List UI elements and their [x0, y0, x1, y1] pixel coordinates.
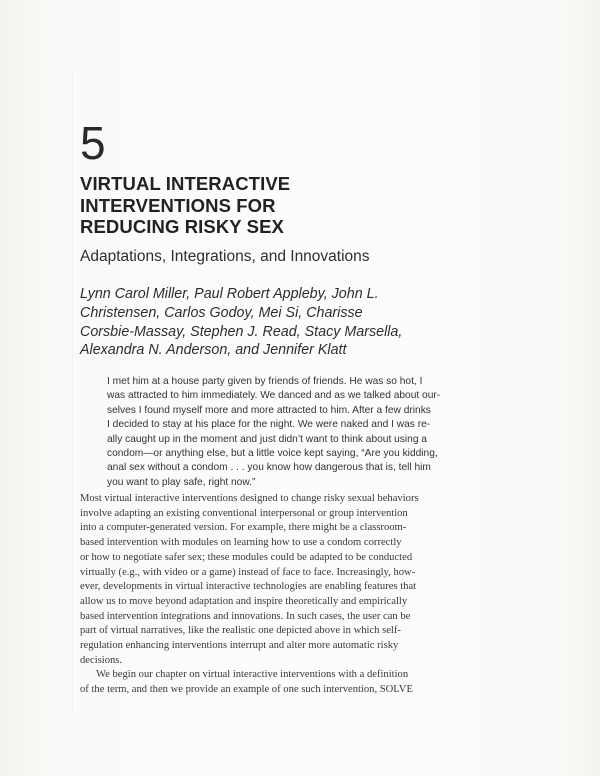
body-line: virtually (e.g., with video or a game) instead of face to face. Increasingly, how- — [80, 566, 416, 578]
epigraph-line: I decided to stay at his place for the night. We were naked and I was re- — [107, 419, 431, 431]
author-list — [80, 285, 420, 360]
epigraph-line: I met him at a house party given by friends of friends. He was so hot, I — [107, 376, 423, 387]
body-line: ever, developments in virtual interactive technologies are enabling features that — [80, 581, 417, 593]
epigraph-line: selves I found myself more and more attracted to him. After a few drinks — [107, 404, 431, 416]
body-line: We begin our chapter on virtual interactive interventions with a definition — [96, 669, 409, 681]
body-line: allow us to move beyond adaptation and inspire theoretically and empirically — [80, 595, 408, 607]
body-paragraph — [80, 668, 524, 697]
chapter-number: 5 — [80, 117, 106, 169]
author-line: Alexandra N. Anderson, and Jennifer Klatt — [80, 342, 347, 359]
body-line: based intervention integrations and innovations. In such cases, the user can be — [80, 610, 411, 622]
author-line: Corsbie-Massay, Stephen J. Read, Stacy Marsella, — [80, 323, 403, 340]
epigraph-line: anal sex without a condom . . . you know how dangerous that is, tell him — [107, 462, 431, 474]
body-line: of the term, and then we provide an example of one such intervention, SOLVE — [80, 684, 413, 696]
body-line: based intervention with modules on learning how to use a condom correctly — [80, 537, 402, 549]
page-gutter-shadow — [72, 70, 73, 710]
epigraph-line: you want to play safe, right now.” — [107, 476, 256, 488]
chapter-subtitle: Adaptations, Integrations, and Innovations — [80, 248, 370, 265]
chapter-title-line: INTERVENTIONS FOR — [80, 194, 276, 216]
epigraph-line: condom—or anything else, but a little voice kept saying, “Are you kidding, — [107, 448, 438, 460]
body-line: involve adapting an existing conventional interpersonal or group intervention — [80, 507, 408, 519]
epigraph-quote — [107, 375, 527, 490]
body-line: regulation enhancing interventions interrupt and alter more automatic risky — [80, 640, 399, 652]
chapter-title — [80, 173, 380, 238]
epigraph-line: ally caught up in the moment and just didn’t want to think about using a — [107, 433, 427, 445]
author-line: Lynn Carol Miller, Paul Robert Appleby, John L. — [80, 286, 379, 302]
body-text — [80, 492, 524, 698]
body-line: or how to negotiate safer sex; these modules could be adapted to be conducted — [80, 551, 413, 563]
chapter-title-line: VIRTUAL INTERACTIVE — [80, 173, 291, 194]
body-paragraph — [80, 492, 524, 668]
body-line: decisions. — [80, 654, 123, 666]
body-line: part of virtual narratives, like the realistic one depicted above in which self- — [80, 625, 401, 637]
body-line: into a computer-generated version. For example, there might be a classroom- — [80, 522, 407, 534]
author-line: Christensen, Carlos Godoy, Mei Si, Charisse — [80, 304, 363, 321]
chapter-title-line: REDUCING RISKY SEX — [80, 216, 284, 237]
body-line: Most virtual interactive interventions designed to change risky sexual behaviors — [80, 493, 419, 504]
epigraph-line: was attracted to him immediately. We danced and as we talked about our- — [107, 390, 441, 402]
